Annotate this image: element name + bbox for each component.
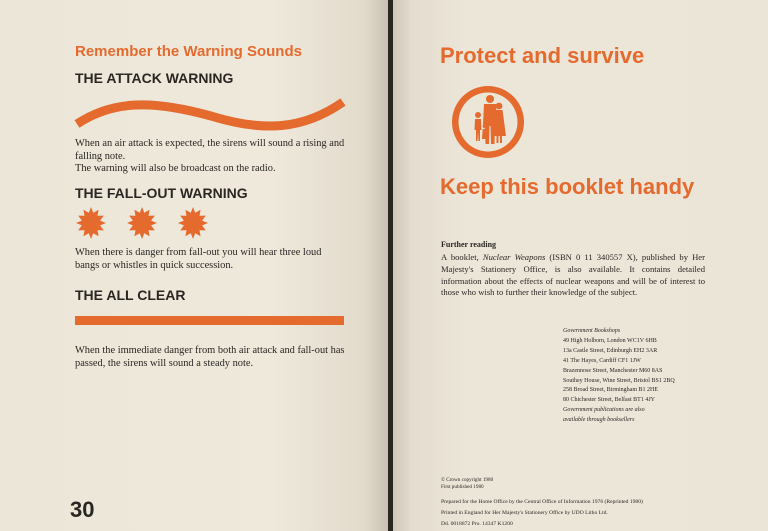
fallout-warning-title: THE FALL-OUT WARNING xyxy=(75,185,248,201)
steady-note-bar-icon xyxy=(75,316,344,325)
bang-icon xyxy=(178,207,208,239)
bookshop-address: Southey House, Wine Street, Bristol BS1 2BQ xyxy=(563,377,675,384)
attack-radio-text: The warning will also be broadcast on the radio. xyxy=(75,163,276,174)
bookshop-address: 80 Chichester Street, Belfast BT1 4JY xyxy=(563,397,655,404)
bookshops-note: Government publications are also xyxy=(563,407,645,414)
bookshop-address: 49 High Holborn, London WC1V 6HB xyxy=(563,337,657,344)
bang-icon xyxy=(127,207,157,239)
bookshop-address: 258 Broad Street, Birmingham B1 2HE xyxy=(563,387,658,394)
page-number: 30 xyxy=(70,497,95,522)
further-reading-heading: Further reading xyxy=(441,240,497,249)
attack-warning-title: THE ATTACK WARNING xyxy=(75,70,234,86)
bang-icon xyxy=(76,207,106,239)
further-reading-text: A booklet, Nuclear Weapons (ISBN 0 11 340557 X), published by Her Majesty's Stationery Office, is also available. It contains detailed information about the effects of nuclear weapons and will be of interest to those who wish to further their knowledge of the subject. xyxy=(441,252,705,298)
bookshops-heading: Government Bookshops xyxy=(563,328,621,334)
rising-falling-wave-icon xyxy=(73,94,348,136)
attack-warning-text: When an air attack is expected, the sirens will sound a rising and falling note. xyxy=(75,138,345,162)
all-clear-text: When the immediate danger from both air attack and fall-out has passed, the sirens will sound a steady note. xyxy=(75,345,345,369)
bookshop-address: Brazennose Street, Manchester M60 8AS xyxy=(563,367,663,374)
imprint xyxy=(441,497,643,530)
three-bangs-icon xyxy=(75,207,215,241)
keep-booklet-handy-title: Keep this booklet handy xyxy=(440,174,695,199)
print-code: Dd. 0018872 Pro. 14347 K1200 xyxy=(441,521,513,527)
prepared-by-text: Prepared for the Home Office by the Central Office of Information 1976 (Reprinted 1980) xyxy=(441,499,643,505)
copyright-notice: © Crown copyright 1980 First published 1980 xyxy=(441,477,494,490)
bookshop-address: 41 The Hayes, Cardiff CF1 1JW xyxy=(563,357,641,364)
government-bookshops xyxy=(563,327,713,426)
warning-sounds-heading: Remember the Warning Sounds xyxy=(75,43,302,60)
right-page xyxy=(393,0,768,531)
bookshop-address: 13a Castle Street, Edinburgh EH2 3AR xyxy=(563,347,658,354)
all-clear-title: THE ALL CLEAR xyxy=(75,287,186,303)
bookshops-note: available through booksellers xyxy=(563,417,635,424)
fallout-warning-text: When there is danger from fall-out you will hear three loud bangs or whistles in quick succession. xyxy=(75,247,322,271)
printed-by-text: Printed in England for Her Majesty's Stationery Office by UDO Litho Ltd. xyxy=(441,510,608,516)
protect-and-survive-title: Protect and survive xyxy=(440,43,645,68)
booklet-title: Nuclear Weapons xyxy=(482,252,546,262)
family-in-circle-icon xyxy=(450,84,526,160)
